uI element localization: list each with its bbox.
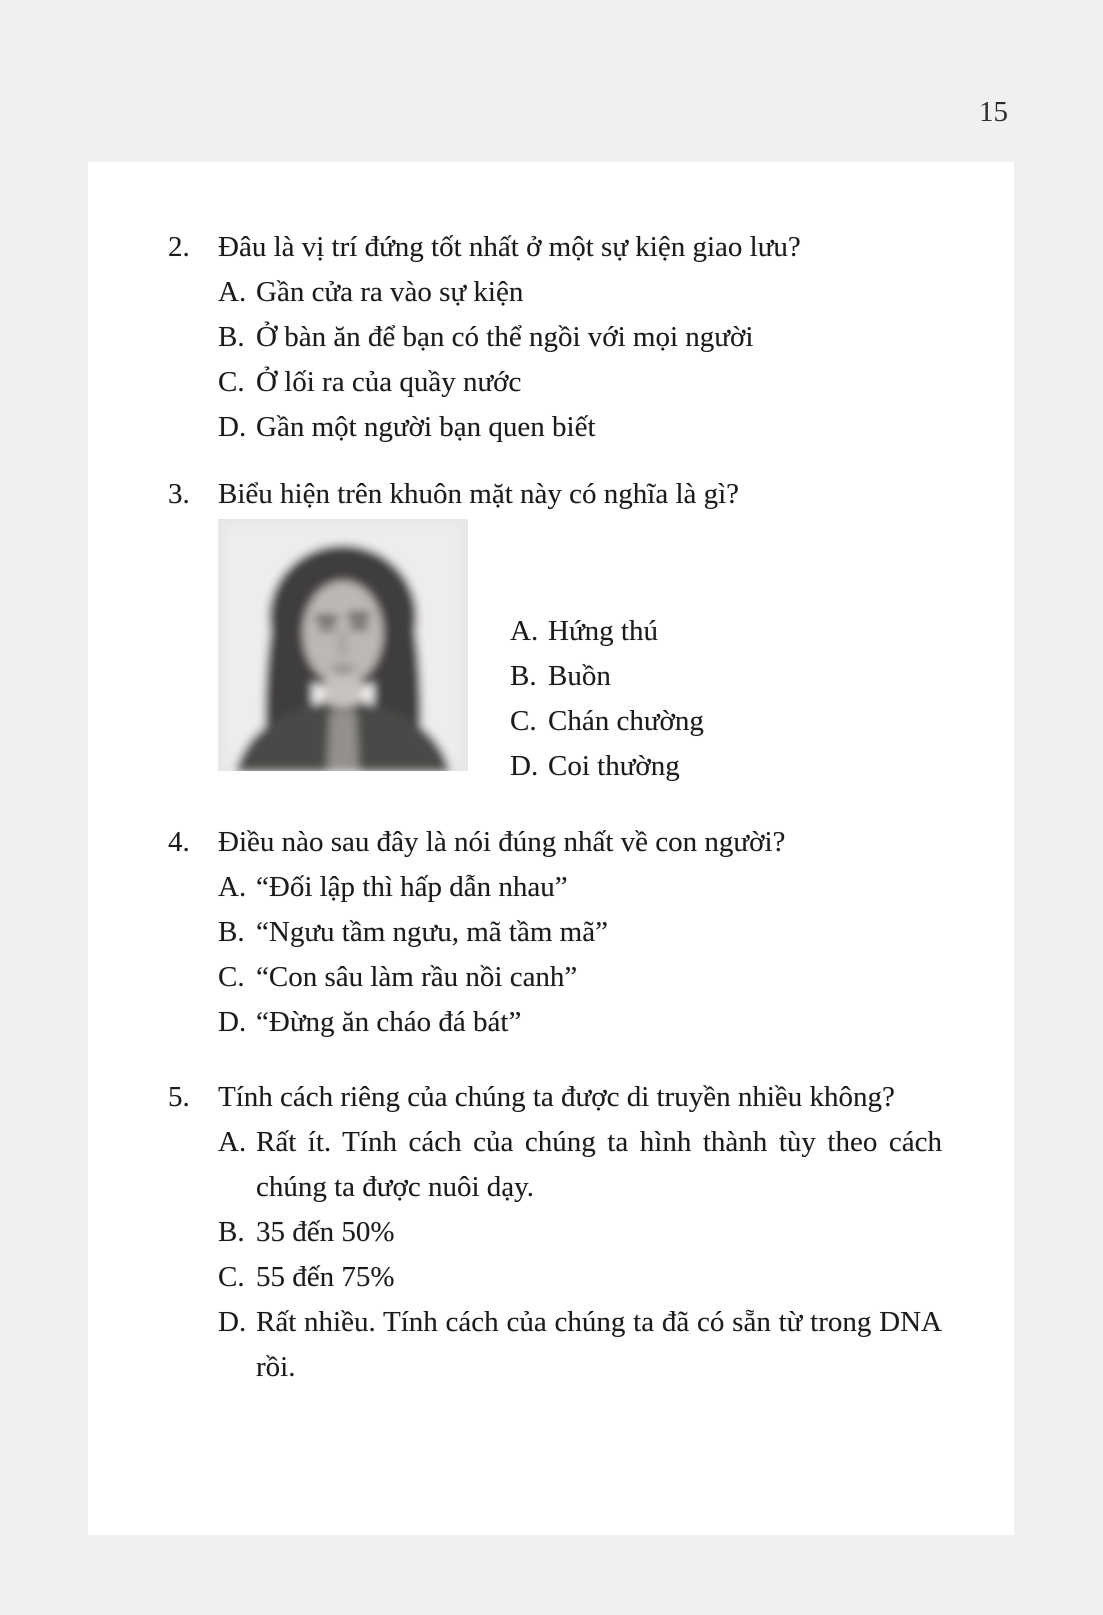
option-text: “Ngưu tầm ngưu, mã tầm mã” — [256, 916, 608, 948]
option-row — [510, 699, 704, 744]
option-letter: C. — [218, 961, 245, 993]
question-text: Điều nào sau đây là nói đúng nhất về con người? — [218, 826, 786, 858]
option-text: Ở lối ra của quầy nước — [256, 366, 522, 398]
question-heading — [168, 472, 942, 517]
option-letter: B. — [510, 660, 537, 692]
option-row — [218, 1210, 942, 1255]
option-letter: A. — [218, 871, 247, 903]
option-row — [510, 609, 704, 654]
option-letter: D. — [218, 1306, 247, 1338]
question-number: 5. — [168, 1081, 190, 1113]
option-letter: A. — [218, 276, 247, 308]
option-row — [510, 744, 704, 789]
option-text: Chán chường — [548, 705, 704, 737]
question-block — [168, 472, 942, 782]
question-number: 3. — [168, 478, 190, 510]
option-text: “Đừng ăn cháo đá bát” — [256, 1006, 522, 1038]
page-number: 15 — [979, 96, 1008, 128]
question-block — [168, 1075, 942, 1390]
question-text: Biểu hiện trên khuôn mặt này có nghĩa là gì? — [218, 478, 740, 510]
option-letter: C. — [218, 1261, 245, 1293]
option-letter: D. — [218, 411, 247, 443]
option-text: Coi thường — [548, 750, 680, 782]
facial-expression-photo — [218, 519, 468, 771]
option-letter: B. — [218, 916, 245, 948]
question-block — [168, 820, 942, 1045]
option-letter: B. — [218, 321, 245, 353]
option-row — [218, 1255, 942, 1300]
options-list — [168, 1120, 942, 1390]
option-text: “Con sâu làm rầu nồi canh” — [256, 961, 578, 993]
question-heading — [168, 1075, 942, 1120]
option-row — [218, 910, 942, 955]
option-letter: C. — [218, 366, 245, 398]
option-text: Hứng thú — [548, 615, 658, 647]
option-row — [218, 360, 942, 405]
option-row — [218, 270, 942, 315]
page-sheet — [88, 162, 1014, 1535]
option-letter: C. — [510, 705, 537, 737]
option-row — [218, 955, 942, 1000]
questions-area — [88, 162, 1014, 1535]
option-letter: D. — [510, 750, 539, 782]
question-text: Đâu là vị trí đứng tốt nhất ở một sự kiện giao lưu? — [218, 231, 801, 263]
option-text: Gần một người bạn quen biết — [256, 411, 596, 443]
options-list — [168, 865, 942, 1045]
option-text: Rất nhiều. Tính cách của chúng ta đã có sẵn từ trong DNA rồi. — [256, 1306, 942, 1383]
option-letter: D. — [218, 1006, 247, 1038]
question-heading — [168, 225, 942, 270]
option-text: Ở bàn ăn để bạn có thể ngồi với mọi người — [256, 321, 754, 353]
option-letter: A. — [218, 1126, 247, 1158]
options-list — [168, 270, 942, 450]
option-row — [510, 654, 704, 699]
question-number: 2. — [168, 231, 190, 263]
option-row — [218, 1000, 942, 1045]
question-heading — [168, 820, 942, 865]
photo-and-options-row — [218, 519, 942, 782]
option-row — [218, 1300, 942, 1390]
option-text: 35 đến 50% — [256, 1216, 395, 1248]
option-text: Rất ít. Tính cách của chúng ta hình thành tùy theo cách chúng ta được nuôi dạy. — [256, 1126, 942, 1203]
question-text: Tính cách riêng của chúng ta được di truyền nhiều không? — [218, 1081, 895, 1113]
question-block — [168, 225, 942, 450]
option-text: Buồn — [548, 660, 611, 692]
option-text: 55 đến 75% — [256, 1261, 395, 1293]
option-row — [218, 865, 942, 910]
option-letter: B. — [218, 1216, 245, 1248]
option-row — [218, 315, 942, 360]
question-number: 4. — [168, 826, 190, 858]
option-text: Gần cửa ra vào sự kiện — [256, 276, 524, 308]
option-letter: A. — [510, 615, 539, 647]
options-list — [510, 609, 704, 789]
option-text: “Đối lập thì hấp dẫn nhau” — [256, 871, 568, 903]
option-row — [218, 1120, 942, 1210]
option-row — [218, 405, 942, 450]
